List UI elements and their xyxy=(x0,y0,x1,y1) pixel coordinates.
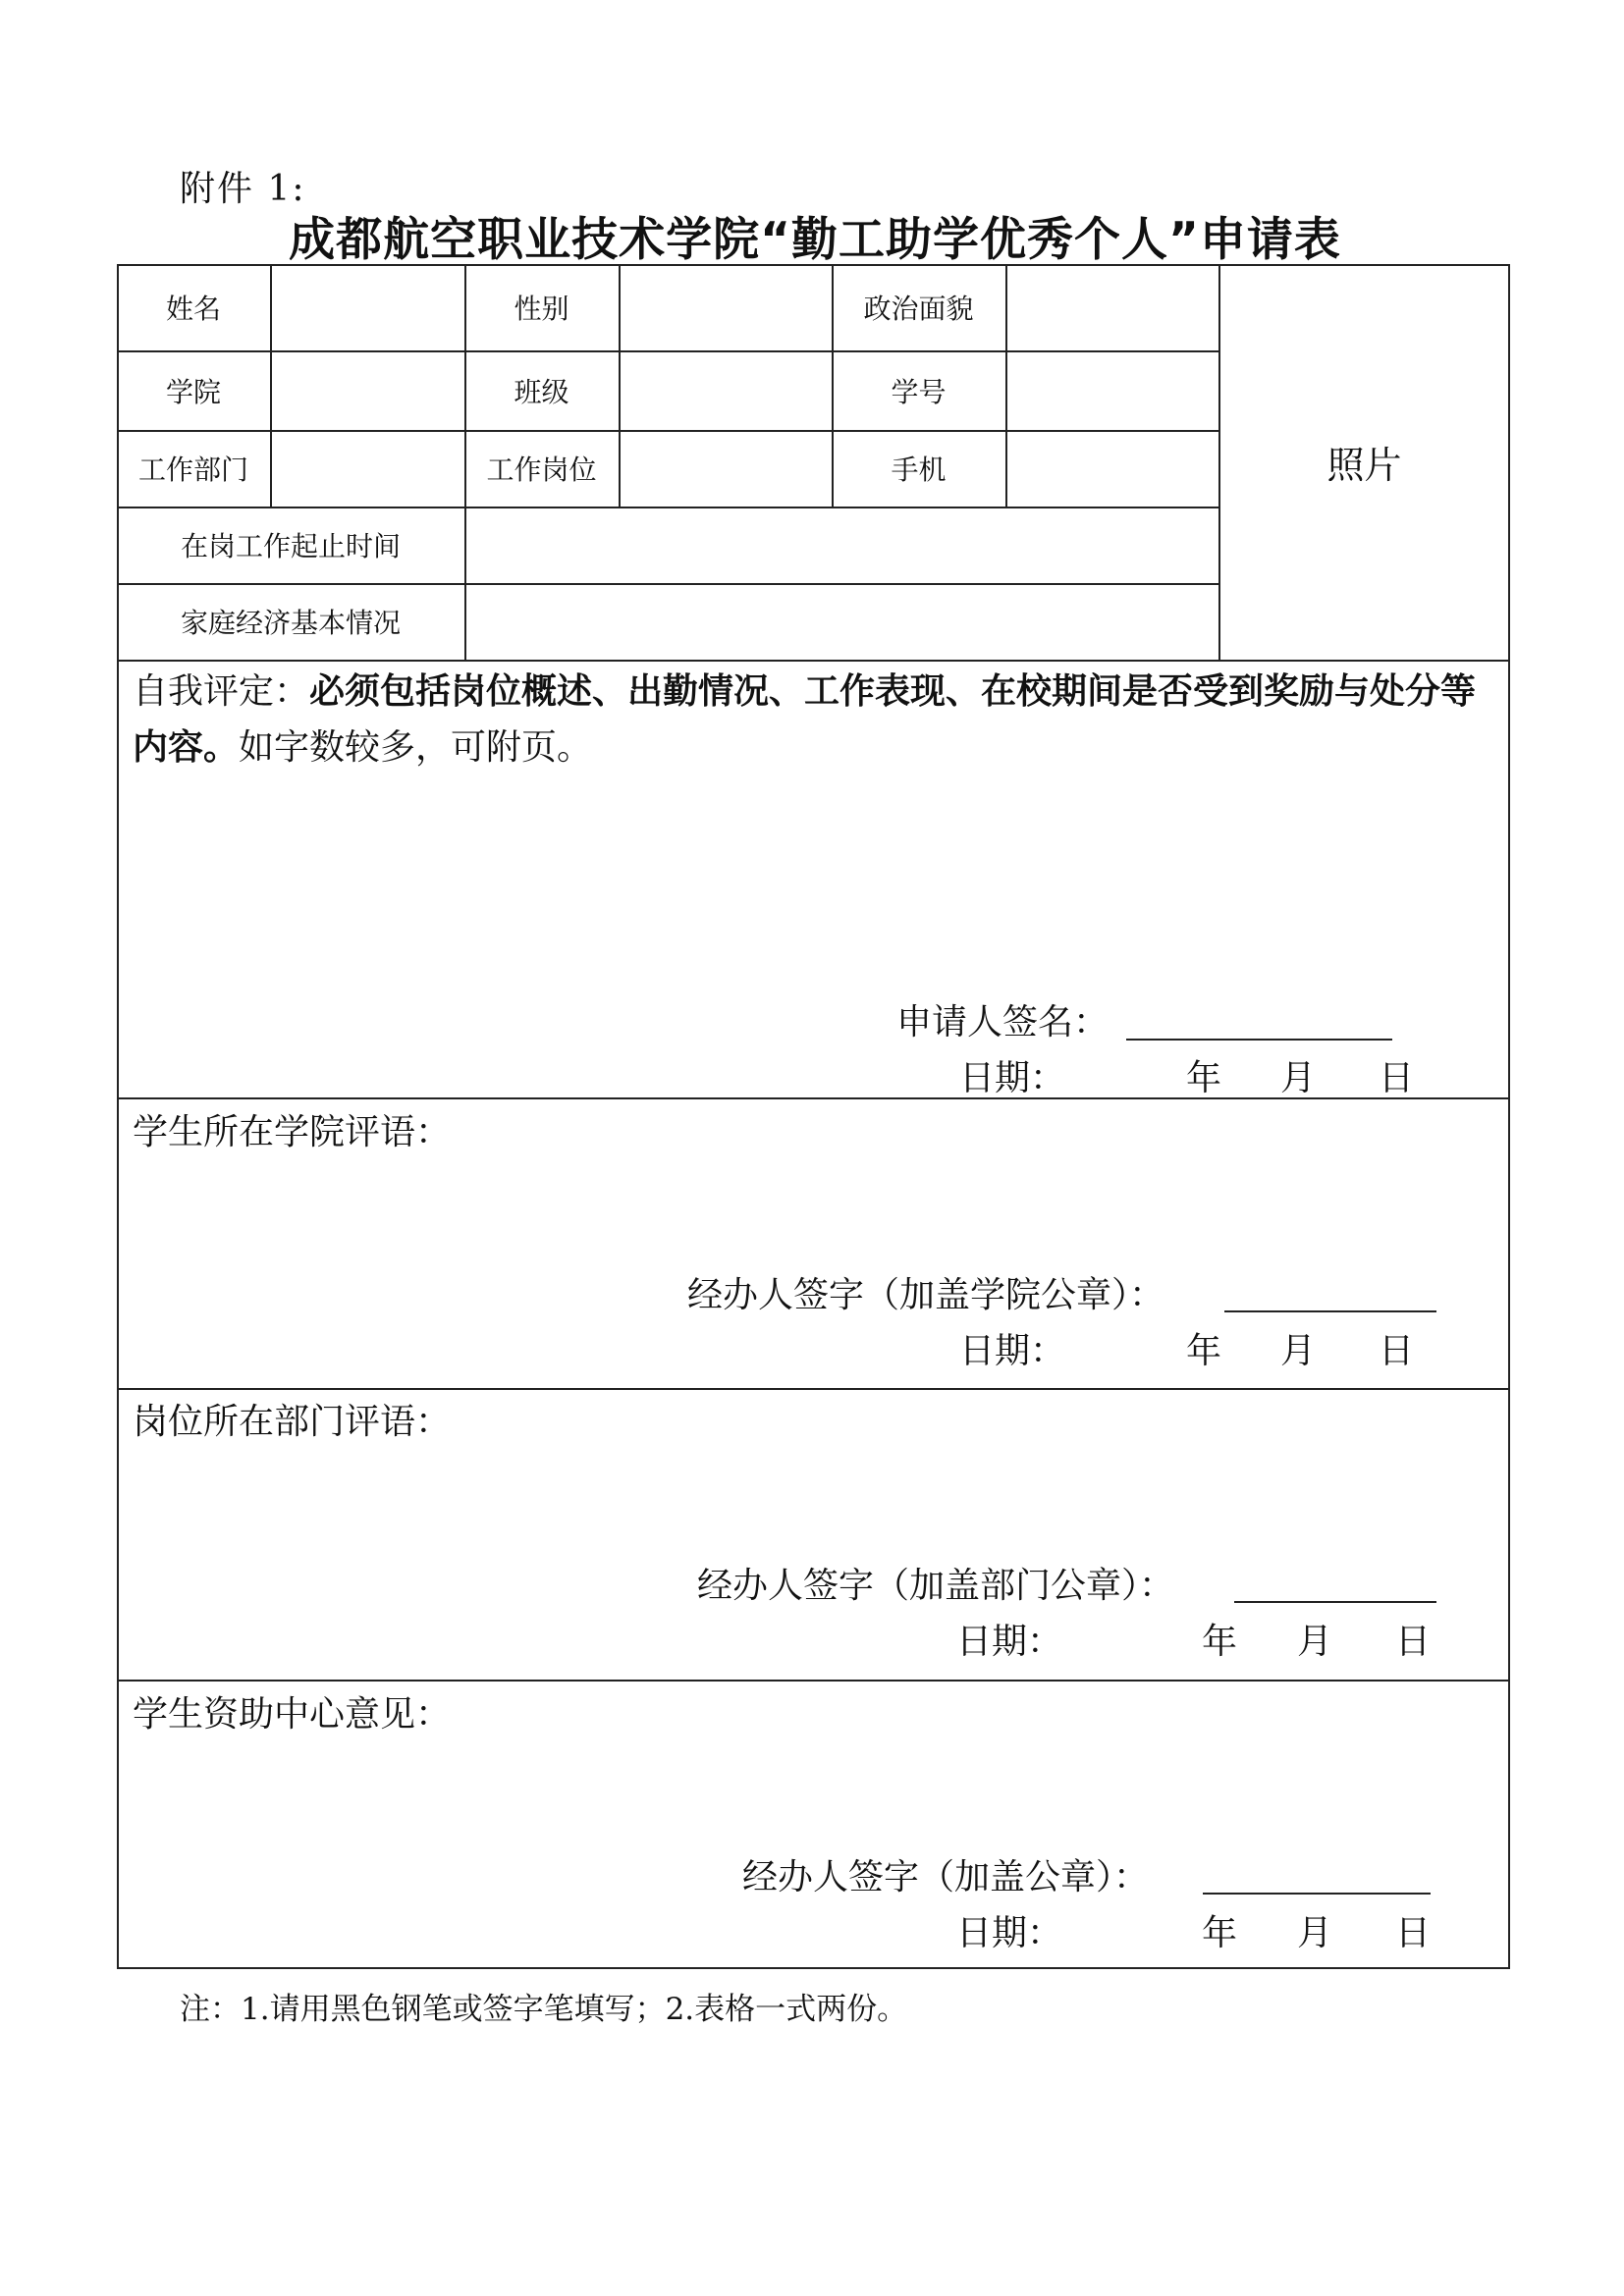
name-label: 姓名 xyxy=(165,293,221,325)
college-date-label: 日期： xyxy=(959,1331,1066,1371)
college-signature-label: 经办人签字（加盖学院公章）： xyxy=(687,1275,1165,1315)
class-label: 班级 xyxy=(514,375,569,408)
self-assessment-label: 自我评定： xyxy=(133,671,310,712)
work-post-field[interactable] xyxy=(619,430,832,507)
self-assessment-requirements: 必须包括岗位概述、出勤情况、工作表现、在校期间是否受到奖励与处分等内容。 xyxy=(133,671,1477,768)
section-divider xyxy=(117,1388,1510,1390)
applicant-signature-line[interactable] xyxy=(1126,1039,1392,1041)
work-post-label: 工作岗位 xyxy=(486,454,597,486)
name-field[interactable] xyxy=(270,264,464,350)
footer-note: 注：1.请用黑色钢笔或签字笔填写；2.表格一式两份。 xyxy=(180,1992,908,2027)
work-period-label: 在岗工作起止时间 xyxy=(180,530,401,562)
gender-label: 性别 xyxy=(514,293,569,325)
dept-date-day: 日 xyxy=(1395,1622,1432,1662)
center-opinion-label: 学生资助中心意见： xyxy=(133,1694,452,1735)
dept-signature-label: 经办人签字（加盖部门公章）： xyxy=(697,1566,1175,1606)
self-date-day: 日 xyxy=(1379,1058,1415,1098)
center-date-label: 日期： xyxy=(956,1913,1063,1953)
dept-comment-label: 岗位所在部门评语： xyxy=(133,1402,452,1442)
self-assessment-instructions xyxy=(133,664,1497,775)
center-signature-line[interactable] xyxy=(1203,1893,1431,1895)
dept-date-year: 年 xyxy=(1202,1622,1238,1662)
college-signature-line[interactable] xyxy=(1224,1310,1436,1312)
work-dept-label: 工作部门 xyxy=(137,454,248,486)
photo-label: 照片 xyxy=(1326,444,1402,487)
college-date-month: 月 xyxy=(1280,1331,1317,1371)
dept-signature-line[interactable] xyxy=(1234,1601,1436,1603)
dept-date-label: 日期： xyxy=(956,1622,1063,1662)
political-status-label: 政治面貌 xyxy=(863,293,974,325)
phone-field[interactable] xyxy=(1005,430,1218,507)
work-period-field[interactable] xyxy=(464,507,1218,583)
center-date-year: 年 xyxy=(1202,1913,1238,1953)
self-assessment-note: 如字数较多，可附页。 xyxy=(239,727,593,768)
college-date-day: 日 xyxy=(1379,1331,1415,1371)
center-date-day: 日 xyxy=(1395,1913,1432,1953)
college-date-year: 年 xyxy=(1186,1331,1222,1371)
college-comment-label: 学生所在学院评语： xyxy=(133,1112,452,1152)
dept-date-month: 月 xyxy=(1297,1622,1333,1662)
class-field[interactable] xyxy=(619,350,832,430)
center-date-month: 月 xyxy=(1297,1913,1333,1953)
gender-field[interactable] xyxy=(619,264,832,350)
family-economy-field[interactable] xyxy=(464,583,1218,660)
student-id-label: 学号 xyxy=(891,375,947,408)
center-signature-label: 经办人签字（加盖公章）： xyxy=(742,1857,1150,1897)
section-divider xyxy=(117,1680,1510,1682)
college-field[interactable] xyxy=(270,350,464,430)
college-label: 学院 xyxy=(165,375,221,408)
row-divider xyxy=(117,660,1510,662)
political-status-field[interactable] xyxy=(1005,264,1218,350)
self-date-year: 年 xyxy=(1186,1058,1222,1098)
photo-box[interactable] xyxy=(1218,264,1510,660)
phone-label: 手机 xyxy=(891,454,947,486)
self-date-label: 日期： xyxy=(959,1058,1066,1098)
work-dept-field[interactable] xyxy=(270,430,464,507)
student-id-field[interactable] xyxy=(1005,350,1218,430)
applicant-signature-label: 申请人签名： xyxy=(896,1002,1110,1042)
self-date-month: 月 xyxy=(1280,1058,1317,1098)
family-economy-label: 家庭经济基本情况 xyxy=(180,607,401,639)
form-title: 成都航空职业技术学院“勤工助学优秀个人”申请表 xyxy=(289,213,1341,267)
attachment-label: 附件 1: xyxy=(180,169,306,209)
